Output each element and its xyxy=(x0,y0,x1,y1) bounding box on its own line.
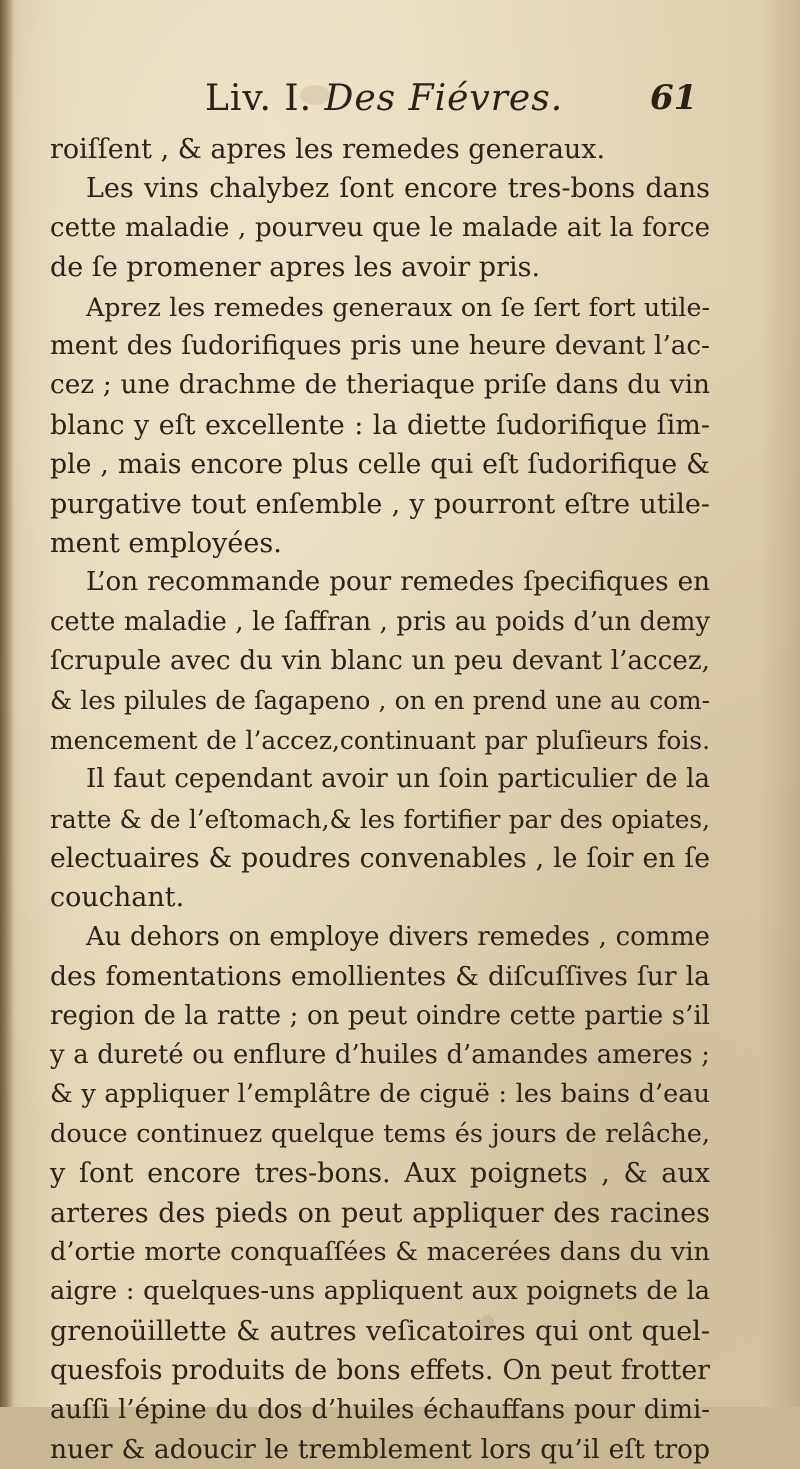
text-line: auſſi l’épine du dos d’huiles échauffans pour dimi- xyxy=(50,1394,710,1425)
text-line: ratte & de l’eſtomach,& les fortifier par des opiates, xyxy=(50,804,710,834)
text-line: L’on recommande pour remedes ſpecifiques en xyxy=(86,567,710,598)
text-line: electuaires & poudres convenables , le ſoir en ſe xyxy=(50,843,710,875)
text-line: ment des ſudorifiques pris une heure devant l’ac- xyxy=(50,330,710,361)
text-line: & y appliquer l’emplâtre de ciguë : les bains d’eau xyxy=(50,1079,710,1110)
page-number: 61 xyxy=(650,78,698,118)
text-line: grenoüillette & autres veſicatoires qui ont quel- xyxy=(50,1315,710,1347)
running-head xyxy=(205,78,563,119)
text-line: y a dureté ou enflure d’huiles d’amandes ameres ; xyxy=(50,1039,710,1070)
text-line: de ſe promener apres les avoir pris. xyxy=(50,252,541,284)
text-line: arteres des pieds on peut appliquer des racines xyxy=(50,1197,710,1229)
body-text xyxy=(50,130,710,1469)
text-line: quesfois produits de bons effets. On peut frotter xyxy=(50,1355,710,1387)
text-line: des fomentations emollientes & diſcuſſives ſur la xyxy=(50,961,710,993)
text-line: cette maladie , le ſaffran , pris au poids d’un demy xyxy=(50,606,710,637)
text-line: aigre : quelques-uns appliquent aux poignets de la xyxy=(50,1276,710,1307)
text-line: mencement de l’accez,continuant par pluſieurs fois. xyxy=(50,725,710,755)
text-line: ple , mais encore plus celle qui eſt ſudorifique & xyxy=(50,449,710,481)
text-line: blanc y eſt excellente : la diette ſudorifique ſim- xyxy=(50,409,710,441)
text-line: region de la ratte ; on peut oindre cette partie s’il xyxy=(50,1000,710,1031)
running-head-book: Liv. I. xyxy=(205,78,313,119)
text-line: couchant. xyxy=(50,882,185,914)
text-line: Au dehors on employe divers remedes , comme xyxy=(86,921,710,952)
text-line: d’ortie morte conquaſſées & macerées dans du vin xyxy=(50,1236,710,1267)
text-line: purgative tout enſemble , y pourront eſtre utile- xyxy=(50,488,710,520)
text-line: ſcrupule avec du vin blanc un peu devant l’accez, xyxy=(50,646,710,677)
text-line: douce continuez quelque tems és jours de relâche, xyxy=(50,1118,710,1149)
text-line: y ſont encore tres-bons. Aux poignets , & aux xyxy=(50,1158,710,1190)
text-line: & les pilules de ſagapeno , on en prend une au com- xyxy=(50,686,710,716)
spine-shadow xyxy=(0,0,14,1407)
text-line: cez ; une drachme de theriaque priſe dans du vin xyxy=(50,370,710,401)
text-line: Il faut cependant avoir un ſoin particulier de la xyxy=(86,764,710,795)
text-line: Les vins chalybez ſont encore tres-bons dans xyxy=(86,173,710,205)
text-line: Aprez les remedes generaux on ſe ſert fort utile- xyxy=(86,292,710,322)
text-line: cette maladie , pourveu que le malade ait la force xyxy=(50,212,710,243)
page-header xyxy=(0,78,800,126)
text-line: ment employées. xyxy=(50,527,282,559)
text-line: roiſſent , & apres les remedes generaux. xyxy=(50,134,606,165)
running-head-title: Des Fiévres. xyxy=(324,78,564,119)
text-line: nuer & adoucir le tremblement lors qu’il eſt trop xyxy=(50,1433,710,1465)
